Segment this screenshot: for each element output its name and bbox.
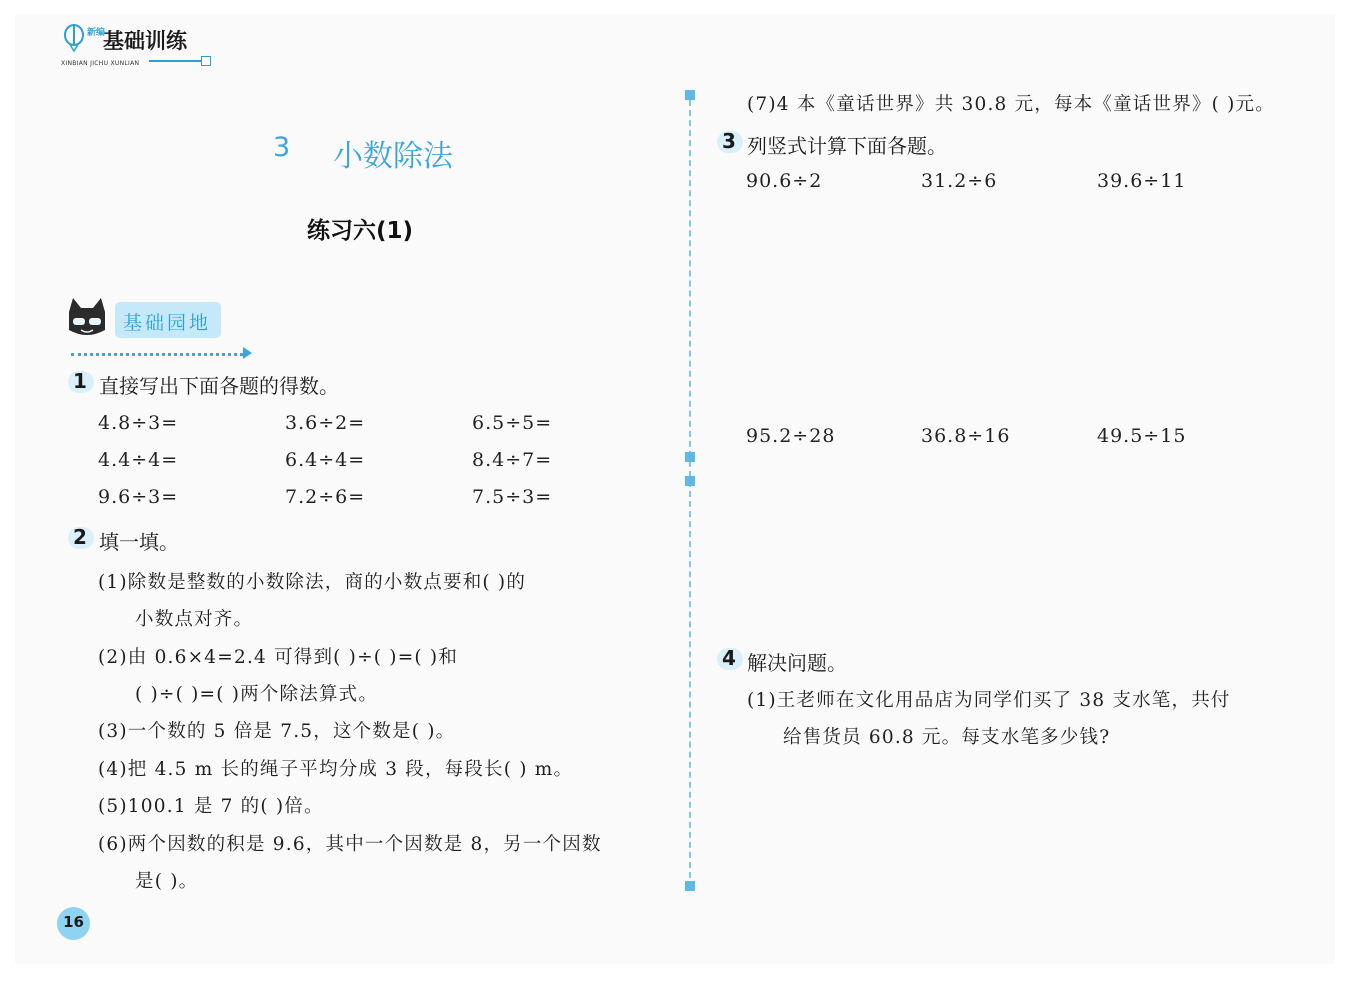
q2-number: 2 (73, 525, 87, 549)
chapter-title: 小数除法 (333, 139, 453, 174)
divider-marker (685, 90, 695, 100)
divider-marker (685, 476, 695, 486)
q1-item: 9.6÷3= (98, 486, 179, 508)
q1-text: 直接写出下面各题的得数。 (99, 374, 339, 398)
q4-number: 4 (722, 646, 736, 670)
q2-line: (1)除数是整数的小数除法，商的小数点要和( )的 (98, 572, 527, 593)
logo-prefix: 新编 (87, 28, 106, 38)
q1-item: 4.4÷4= (98, 449, 179, 471)
q2-line-7: (7)4 本《童话世界》共 30.8 元，每本《童话世界》( )元。 (747, 94, 1275, 115)
q3-item: 95.2÷28 (746, 425, 836, 447)
q3-item: 31.2÷6 (921, 170, 998, 192)
q2-line: 小数点对齐。 (135, 609, 254, 630)
q2-line: (3)一个数的 5 倍是 7.5，这个数是( )。 (98, 721, 456, 742)
q2-line: (6)两个因数的积是 9.6，其中一个因数是 8，另一个因数 (98, 834, 602, 855)
q2-line: (4)把 4.5 m 长的绳子平均分成 3 段，每段长( ) m。 (98, 759, 574, 780)
q1-number: 1 (73, 369, 87, 393)
q2-line: ( )÷( )=( )两个除法算式。 (135, 684, 379, 705)
chapter-number: 3 (273, 132, 291, 163)
q2-line: 是( )。 (135, 871, 199, 892)
q3-item: 49.5÷15 (1097, 425, 1187, 447)
q2-line: (5)100.1 是 7 的( )倍。 (98, 796, 324, 817)
publisher-logo (61, 22, 211, 68)
q1-item: 4.8÷3= (98, 412, 179, 434)
q2-line: (2)由 0.6×4=2.4 可得到( )÷( )=( )和 (98, 647, 459, 668)
q1-item: 7.5÷3= (472, 486, 553, 508)
balloon-logo-icon (63, 24, 85, 52)
column-divider (689, 90, 691, 888)
exercise-title: 练习六(1) (307, 218, 414, 244)
logo-underline (149, 60, 201, 62)
q1-item: 3.6÷2= (285, 412, 366, 434)
banner-dotted-line (71, 353, 243, 356)
workbook-page (15, 14, 1335, 964)
q3-item: 90.6÷2 (746, 170, 823, 192)
q1-item: 8.4÷7= (472, 449, 553, 471)
q1-item: 6.4÷4= (285, 449, 366, 471)
q3-text: 列竖式计算下面各题。 (747, 134, 947, 158)
q1-item: 7.2÷6= (285, 486, 366, 508)
logo-title: 基础训练 (103, 29, 187, 53)
section-banner (67, 296, 257, 356)
q1-item: 6.5÷5= (472, 412, 553, 434)
logo-box (201, 56, 211, 66)
q3-number: 3 (722, 129, 736, 153)
divider-marker (685, 452, 695, 462)
page-number: 16 (63, 913, 84, 931)
q3-item: 39.6÷11 (1097, 170, 1187, 192)
q4-line: 给售货员 60.8 元。每支水笔多少钱? (783, 727, 1111, 748)
q4-line: (1)王老师在文化用品店为同学们买了 38 支水笔，共付 (747, 690, 1231, 711)
cat-mascot-icon (67, 296, 107, 340)
arrow-right-icon (243, 347, 252, 359)
section-label: 基础园地 (123, 312, 212, 334)
q2-text: 填一填。 (99, 530, 179, 554)
q3-item: 36.8÷16 (921, 425, 1011, 447)
q4-text: 解决问题。 (747, 651, 847, 675)
logo-subtitle: XINBIAN JICHU XUNLIAN (61, 60, 140, 67)
divider-marker (685, 881, 695, 891)
